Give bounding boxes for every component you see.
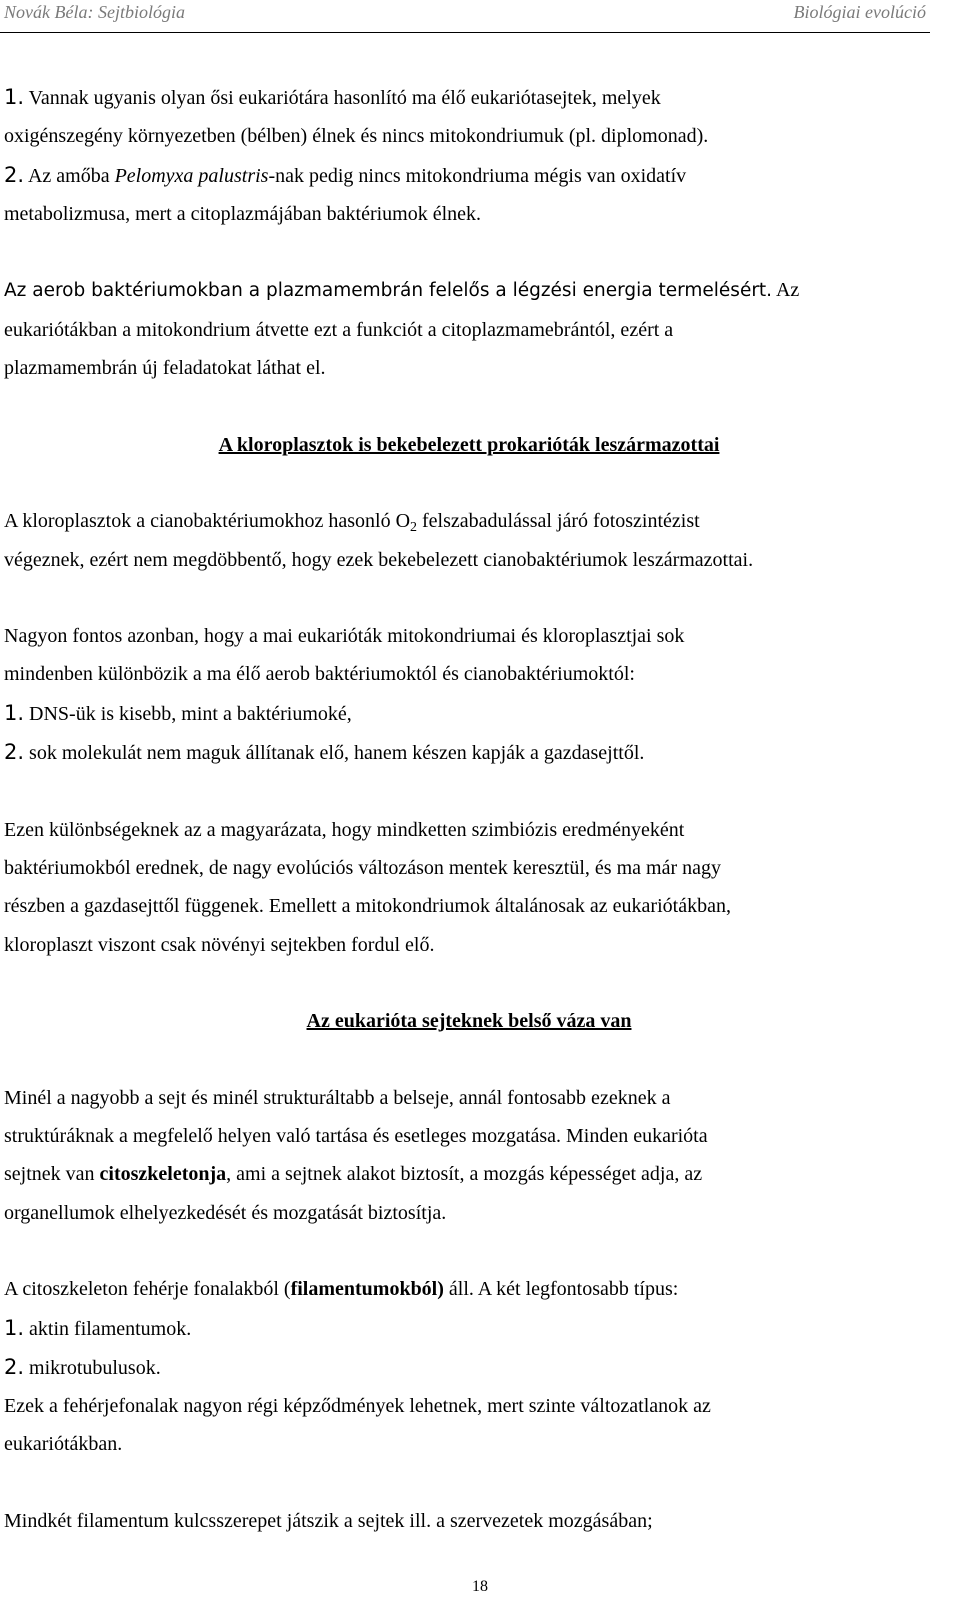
section-heading: A kloroplasztok is bekebelezett prokarióták leszármazottai xyxy=(218,433,720,456)
text-line: Minél a nagyobb a sejt és minél strukturáltabb a belseje, annál fontosabb ezeknek a xyxy=(4,1086,671,1109)
text-run: , ami a sejtnek alakot biztosít, a mozgás képességet adja, az xyxy=(226,1163,703,1186)
page-number: 18 xyxy=(472,1578,488,1595)
text-line xyxy=(4,502,960,540)
spacer xyxy=(4,1232,960,1270)
text-line: baktériumokból erednek, de nagy evolúciós változáson mentek keresztül, és ma már nagy xyxy=(4,856,721,879)
text-run: felszabadulással járó fotoszintézist xyxy=(417,510,700,533)
list-number: 2. xyxy=(4,740,25,765)
subscript: 2 xyxy=(410,520,418,536)
text-run: Az aerob baktériumokban a plazmamembrán felelős a légzési energia termelésért. xyxy=(4,280,773,302)
text-line: Nagyon fontos azonban, hogy a mai eukarióták mitokondriumai és kloroplasztjai sok xyxy=(4,625,685,648)
spacer xyxy=(4,964,960,1002)
list-item xyxy=(4,733,960,772)
list-item xyxy=(4,1309,960,1348)
text-run: Az amőba xyxy=(24,164,115,187)
text-run: mikrotubulusok. xyxy=(24,1356,161,1379)
text-line: metabolizmusa, mert a citoplazmájában baktériumok élnek. xyxy=(4,202,482,225)
text-run: aktin filamentumok. xyxy=(24,1317,192,1340)
running-header-chapter: Biológiai evolúció xyxy=(793,2,926,22)
header-rule xyxy=(0,32,930,33)
text-line: Ezen különbségeknek az a magyarázata, hogy mindketten szimbiózis eredményeként xyxy=(4,818,685,841)
text-line: Mindkét filamentum kulcsszerepet játszik a sejtek ill. a szervezetek mozgásában; xyxy=(4,1509,653,1532)
text-line: mindenben különbözik a ma élő aerob baktériumoktól és cianobaktériumoktól: xyxy=(4,663,635,686)
text-line: kloroplaszt viszont csak növényi sejtekben fordul elő. xyxy=(4,933,435,956)
text-line: oxigénszegény környezetben (bélben) élnek és nincs mitokondriumuk (pl. diplomonad). xyxy=(4,125,709,148)
text-run: DNS-ük is kisebb, mint a baktériumoké, xyxy=(24,702,352,725)
spacer xyxy=(4,1040,960,1078)
list-number: 2. xyxy=(4,162,25,187)
running-header-author: Novák Béla: Sejtbiológia xyxy=(4,2,185,22)
section-heading: Az eukarióta sejteknek belső váza van xyxy=(306,1010,632,1033)
text-line: struktúráknak a megfelelő helyen való tartása és esetleges mozgatása. Minden eukarióta xyxy=(4,1125,708,1148)
text-line: részben a gazdasejttől függenek. Emellett a mitokondriumok általánosak az eukariótákban, xyxy=(4,895,731,918)
text-line xyxy=(4,271,960,310)
spacer xyxy=(4,579,960,617)
spacer xyxy=(4,772,960,810)
text-line xyxy=(4,1270,960,1308)
key-term: filamentumokból) xyxy=(290,1278,444,1301)
list-item xyxy=(4,78,960,117)
list-number: 1. xyxy=(4,700,25,725)
text-line: eukariótákban. xyxy=(4,1433,123,1456)
text-line: Ezek a fehérjefonalak nagyon régi képződmények lehetnek, mert szinte változatlanok az xyxy=(4,1395,711,1418)
text-line: organellumok elhelyezkedését és mozgatását biztosítja. xyxy=(4,1201,447,1224)
list-number: 2. xyxy=(4,1354,25,1379)
list-number: 1. xyxy=(4,85,25,109)
spacer xyxy=(4,464,960,502)
document-body xyxy=(4,78,960,1540)
text-run: Vannak ugyanis olyan ősi eukariótára hasonlító ma élő eukariótasejtek, melyek xyxy=(24,87,661,109)
text-run: áll. A két legfontosabb típus: xyxy=(443,1278,679,1301)
text-run: sejtnek van xyxy=(4,1163,100,1186)
key-term: citoszkeletonja xyxy=(99,1163,227,1186)
spacer xyxy=(4,233,960,271)
text-line: végeznek, ezért nem megdöbbentő, hogy ezek bekebelezett cianobaktériumok leszármazottai. xyxy=(4,548,754,571)
species-name: Pelomyxa palustris xyxy=(114,164,269,187)
list-item xyxy=(4,156,960,195)
text-run: Az xyxy=(772,279,800,302)
list-item xyxy=(4,694,960,733)
list-number: 1. xyxy=(4,1315,25,1340)
spacer xyxy=(4,1464,960,1502)
text-line: plazmamembrán új feladatokat láthat el. xyxy=(4,357,326,380)
text-run: A citoszkeleton fehérje fonalakból ( xyxy=(4,1278,291,1301)
text-line: eukariótákban a mitokondrium átvette ezt a funkciót a citoplazmamebrántól, ezért a xyxy=(4,318,674,341)
list-item xyxy=(4,1348,960,1387)
text-run: A kloroplasztok a cianobaktériumokhoz hasonló O xyxy=(4,510,411,533)
spacer xyxy=(4,387,960,425)
text-run: sok molekulát nem maguk állítanak elő, hanem készen kapják a gazdasejttől. xyxy=(24,742,645,765)
text-run: -nak pedig nincs mitokondriuma mégis van oxidatív xyxy=(268,164,687,187)
text-line xyxy=(4,1155,960,1193)
